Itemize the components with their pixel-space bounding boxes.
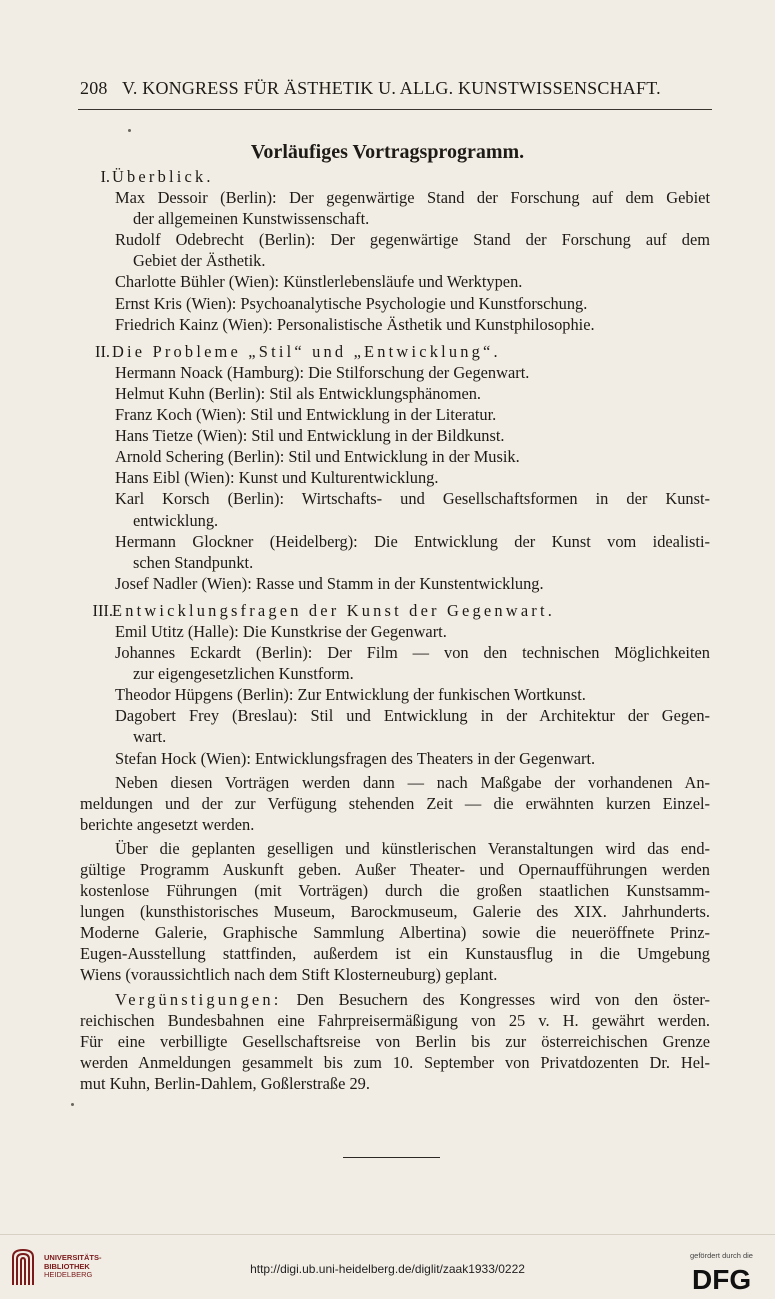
lecture-line-cont: zur eigengesetzlichen Kunstform. (133, 664, 354, 684)
section-heading (92, 600, 710, 621)
paragraph-line: Moderne Galerie, Graphische Sammlung Albertina) sowie die neueröffnete Prinz- (80, 923, 710, 943)
lecture-line-cont: entwicklung. (133, 510, 219, 530)
library-name-line2: BIBLIOTHEK (44, 1261, 90, 1271)
source-url-link[interactable]: http://digi.ub.uni-heidelberg.de/diglit/zaak1933/0222 (250, 1262, 525, 1276)
funding-caption: gefördert durch die (690, 1251, 753, 1260)
lecture-line-cont: schen Standpunkt. (133, 552, 254, 572)
section-3 (80, 600, 710, 769)
lecture-line: Johannes Eckardt (Berlin): Der Film — von den technischen Möglichkeiten (115, 643, 710, 663)
body-paragraph (80, 772, 710, 835)
footer-divider (0, 1234, 775, 1235)
dfg-logo-icon (692, 1264, 766, 1292)
section-1 (80, 166, 710, 335)
section-title: Überblick. (112, 167, 214, 186)
dfg-logo-text: DFG (692, 1264, 752, 1292)
lecture-entry: Helmut Kuhn (Berlin): Stil als Entwicklungsphänomen. (115, 383, 482, 403)
section-number: II. (94, 341, 110, 361)
paragraph-line: Neben diesen Vorträgen werden dann — nach Maßgabe der vorhandenen An- (115, 772, 710, 792)
lecture-entry: Friedrich Kainz (Wien): Personalistische Ästhetik und Kunstphilosophie. (115, 314, 595, 334)
lecture-line: Karl Korsch (Berlin): Wirtschafts- und Gesellschaftsformen in der Kunst- (115, 489, 710, 509)
speck (71, 1103, 74, 1106)
body-paragraph (80, 989, 710, 1094)
lecture-entry (112, 531, 710, 573)
paragraph-line: lungen (kunsthistorisches Museum, Barockmuseum, Galerie des XIX. Jahrhunderts. (80, 902, 710, 922)
lecture-line: Dagobert Frey (Breslau): Stil und Entwicklung in der Architektur der Gegen- (115, 706, 710, 726)
speck (128, 129, 131, 132)
lecture-line: Max Dessoir (Berlin): Der gegenwärtige Stand der Forschung auf dem Gebiet (115, 188, 710, 208)
section-title: Entwicklungsfragen der Kunst der Gegenwart. (112, 600, 556, 620)
closing-rule (343, 1157, 440, 1158)
spaced-lead: Vergünstigungen: (115, 989, 282, 1009)
lecture-entry (112, 705, 710, 747)
section-heading (94, 341, 710, 362)
body-paragraph (80, 838, 710, 986)
lecture-entry: Hans Eibl (Wien): Kunst und Kulturentwicklung. (115, 468, 439, 488)
lead-rest: Den Besuchern des Kongresses wird von den öster- (296, 989, 710, 1009)
lecture-entry: Theodor Hüpgens (Berlin): Zur Entwicklung der funkischen Wortkunst. (115, 685, 586, 705)
section-heading (100, 166, 710, 187)
running-header (80, 78, 710, 99)
lecture-line-cont: Gebiet der Ästhetik. (133, 251, 266, 271)
lecture-entry (112, 488, 710, 530)
paragraph-line: mut Kuhn, Berlin-Dahlem, Goßlerstraße 29. (80, 1073, 370, 1093)
paragraph-line: Über die geplanten geselligen und künstlerischen Veranstaltungen wird das end- (115, 838, 710, 858)
lecture-entry: Stefan Hock (Wien): Entwicklungsfragen des Theaters in der Gegenwart. (115, 748, 596, 768)
section-2 (80, 341, 710, 594)
paragraph-line (80, 989, 710, 1010)
section-title: Die Probleme „Stil“ und „Entwicklung“. (112, 341, 501, 361)
lecture-entry (112, 642, 710, 684)
lecture-entry: Arnold Schering (Berlin): Stil und Entwicklung in der Musik. (115, 447, 520, 467)
lecture-entry: Charlotte Bühler (Wien): Künstlerlebensläufe und Werktypen. (115, 272, 523, 292)
paragraph-line: gültige Programm Auskunft geben. Außer Theater- und Opernaufführungen werden (80, 860, 710, 879)
paragraph-line: reichischen Bundesbahnen eine Fahrpreisermäßigung von 25 v. H. gewährt werden. (80, 1010, 710, 1030)
section-number: III. (92, 600, 113, 620)
section-number: I. (100, 167, 110, 186)
page-number: 208 (80, 78, 108, 98)
paragraph-line: Eugen-Ausstellung stattfinden, außerdem ist ein Kunstausflug in die Umgebung (80, 944, 710, 964)
paragraph-line: Wiens (voraussichtlich nach dem Stift Klosterneuburg) geplant. (80, 965, 498, 985)
header-rule (78, 109, 712, 110)
paragraph-line: kostenlose Führungen (mit Vorträgen) durch die großen staatlichen Kunstsamm- (80, 881, 710, 901)
lecture-entry: Ernst Kris (Wien): Psychoanalytische Psychologie und Kunstforschung. (115, 293, 588, 313)
lecture-entry: Emil Utitz (Halle): Die Kunstkrise der Gegenwart. (115, 621, 447, 641)
library-city: HEIDELBERG (44, 1270, 93, 1279)
running-title: V. KONGRESS FÜR ÄSTHETIK U. ALLG. KUNSTWISSENSCHAFT. (121, 78, 661, 98)
paragraph-line: werden Anmeldungen gesammelt bis zum 10. September von Privatdozenten Dr. Hel- (80, 1052, 710, 1072)
lecture-line-cont: der allgemeinen Kunstwissenschaft. (133, 209, 370, 229)
lecture-line: Hermann Glockner (Heidelberg): Die Entwicklung der Kunst vom idealisti- (115, 531, 710, 551)
lecture-entry: Josef Nadler (Wien): Rasse und Stamm in der Kunstentwicklung. (115, 573, 544, 593)
program-content (80, 166, 710, 1094)
paragraph-line: berichte angesetzt werden. (80, 814, 255, 834)
lecture-line-cont: wart. (133, 727, 167, 747)
library-name-line1: UNIVERSITÄTS- (44, 1253, 102, 1262)
lecture-line: Rudolf Odebrecht (Berlin): Der gegenwärtige Stand der Forschung auf dem (115, 230, 710, 250)
paragraph-line: meldungen und der zur Verfügung stehenden Zeit — die erwähnten kurzen Einzel- (80, 793, 710, 813)
lecture-entry (112, 187, 710, 229)
lecture-entry: Hans Tietze (Wien): Stil und Entwicklung in der Bildkunst. (115, 426, 505, 446)
page-title: Vorläufiges Vortragsprogramm. (250, 141, 525, 163)
lecture-entry: Franz Koch (Wien): Stil und Entwicklung in der Literatur. (115, 405, 497, 425)
lecture-entry: Hermann Noack (Hamburg): Die Stilforschung der Gegenwart. (115, 362, 530, 382)
lecture-entry (112, 229, 710, 271)
paragraph-line: Für eine verbilligte Gesellschaftsreise von Berlin bis zur österreichischen Grenze (80, 1031, 710, 1051)
